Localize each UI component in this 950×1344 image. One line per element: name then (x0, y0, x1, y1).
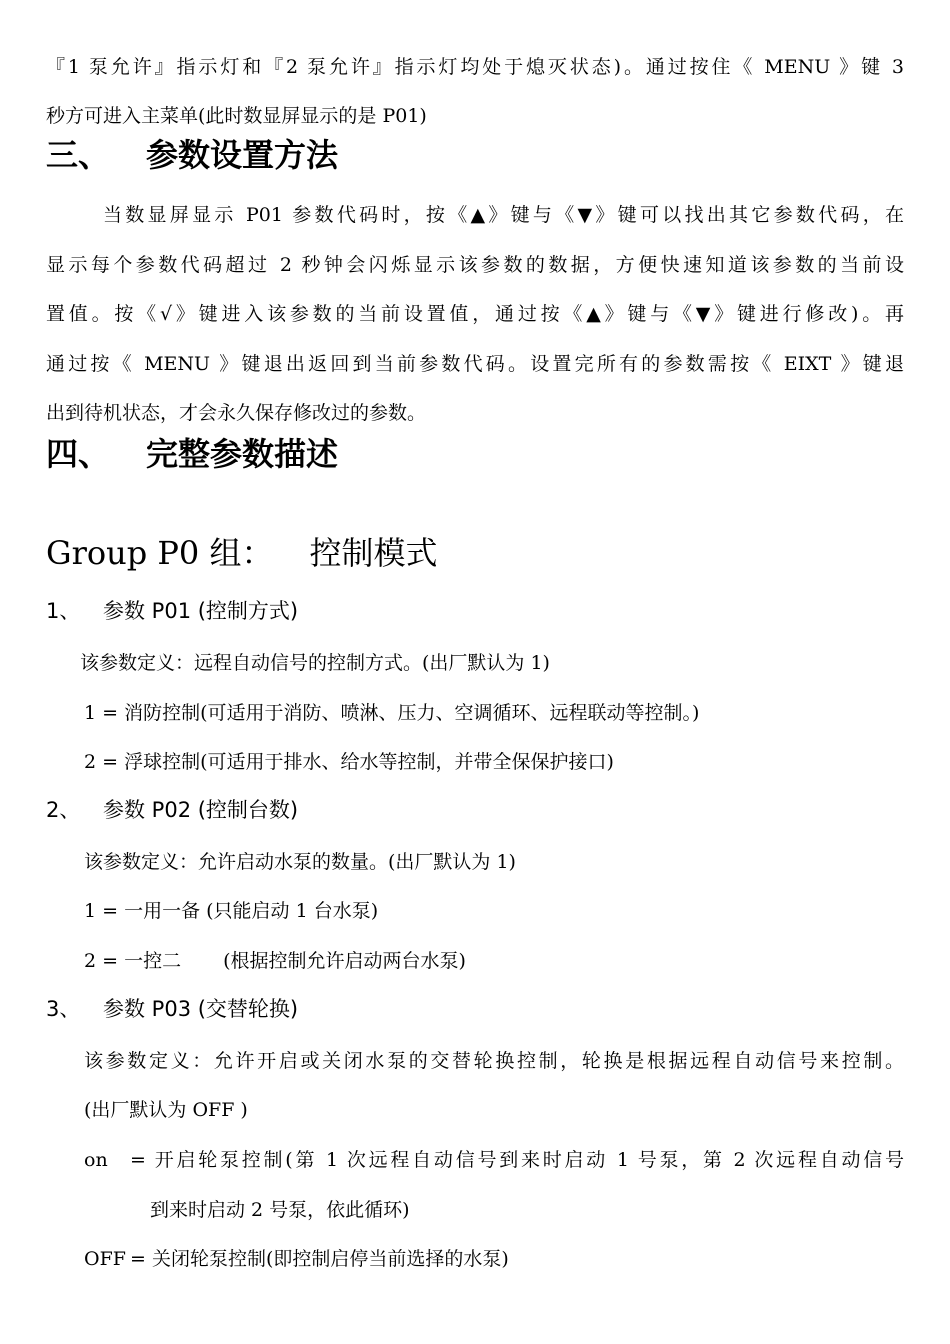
param-title: 参数 P03 (交替轮换) (103, 997, 299, 1021)
section-title: 完整参数描述 (146, 435, 339, 473)
param-number: 2、 (46, 798, 81, 822)
param-option: 1 = 一用一备 (只能启动 1 台水泵) (84, 900, 379, 922)
paragraph-line: 置值。按《√》键进入该参数的当前设置值，通过按《▲》键与《▼》键进行修改)。再 (46, 303, 904, 325)
group-heading (46, 532, 437, 574)
option-desc: (根据控制允许启动两台水泵) (223, 950, 466, 972)
section-number: 三、 (46, 136, 111, 174)
param-heading (46, 596, 298, 626)
param-option: 2 = 浮球控制(可适用于排水、给水等控制，并带全保保护接口) (84, 751, 614, 773)
option-key: on (84, 1149, 108, 1171)
param-option (84, 1145, 904, 1175)
param-option-continued: 到来时启动 2 号泵，依此循环) (150, 1199, 410, 1221)
param-option: 1 = 消防控制(可适用于消防、喷淋、压力、空调循环、远程联动等控制。) (84, 702, 700, 724)
group-title: 控制模式 (309, 534, 438, 572)
param-heading (46, 795, 298, 825)
paragraph-line: 通过按《 MENU 》键退出返回到当前参数代码。设置完所有的参数需按《 EIXT 》键退 (46, 353, 904, 375)
param-option (84, 1244, 509, 1274)
option-key: OFF (84, 1248, 126, 1270)
param-definition: 该参数定义：远程自动信号的控制方式。(出厂默认为 1) (80, 652, 550, 674)
param-number: 3、 (46, 997, 81, 1021)
param-option (84, 946, 466, 976)
option-desc: = 关闭轮泵控制(即控制启停当前选择的水泵) (130, 1248, 509, 1270)
param-title: 参数 P02 (控制台数) (103, 798, 299, 822)
group-label: Group P0 组： (46, 534, 274, 572)
param-definition: 该参数定义：允许开启或关闭水泵的交替轮换控制，轮换是根据远程自动信号来控制。 (84, 1050, 904, 1072)
param-number: 1、 (46, 599, 81, 623)
paragraph-line: 显示每个参数代码超过 2 秒钟会闪烁显示该参数的数据，方便快速知道该参数的当前设 (46, 254, 904, 276)
param-heading (46, 994, 298, 1024)
param-title: 参数 P01 (控制方式) (103, 599, 299, 623)
section-number: 四、 (46, 435, 111, 473)
section-title: 参数设置方法 (146, 136, 339, 174)
param-definition: (出厂默认为 OFF ) (84, 1099, 248, 1121)
paragraph-line: 出到待机状态，才会永久保存修改过的参数。 (46, 402, 427, 424)
option-desc: = 开启轮泵控制(第 1 次远程自动信号到来时启动 1 号泵，第 2 次远程自动信号 (130, 1149, 904, 1171)
param-definition: 该参数定义：允许启动水泵的数量。(出厂默认为 1) (84, 851, 516, 873)
section-heading (46, 135, 338, 175)
option-key: 2 = 一控二 (84, 950, 182, 972)
text-line: 『1 泵允许』指示灯和『2 泵允许』指示灯均处于熄灭状态)。通过按住《 MENU 》键 3 (46, 56, 904, 78)
text-line: 秒方可进入主菜单(此时数显屏显示的是 P01) (46, 105, 427, 127)
section-heading (46, 434, 338, 474)
paragraph-line: 当数显屏显示 P01 参数代码时，按《▲》键与《▼》键可以找出其它参数代码，在 (103, 204, 904, 226)
